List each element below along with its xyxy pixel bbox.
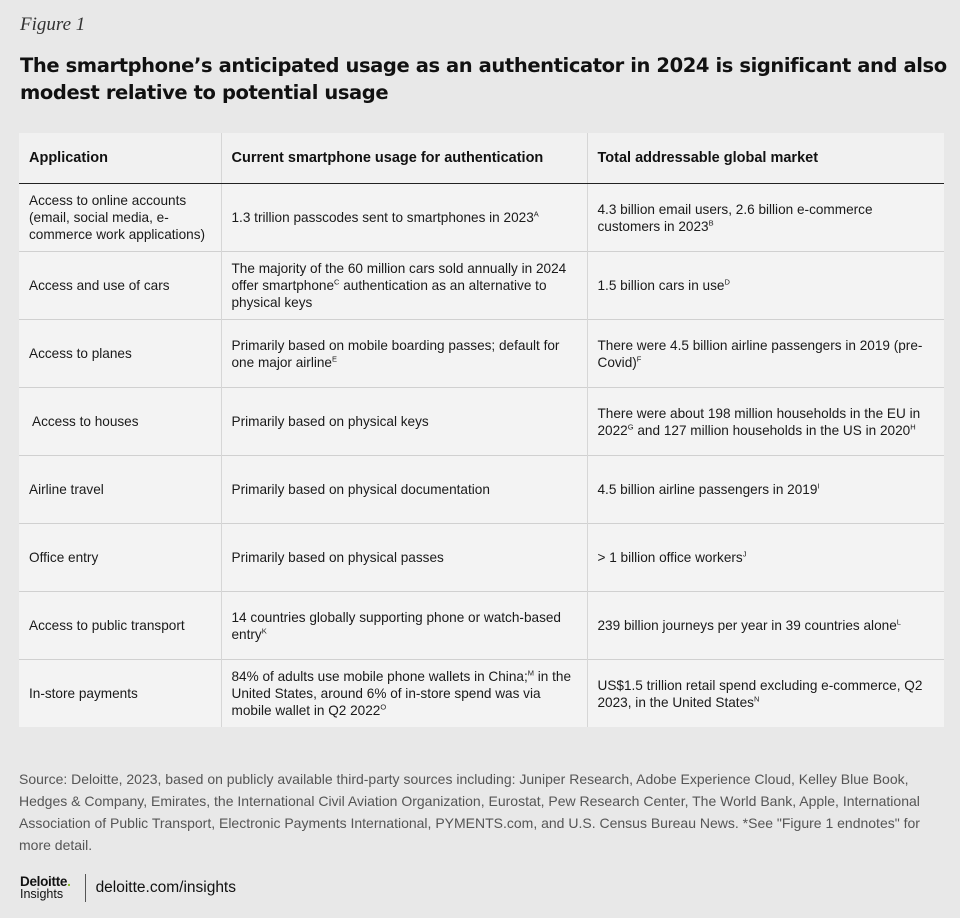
footnote-ref: J <box>742 549 747 559</box>
table-row <box>19 524 944 592</box>
cell-market: There were 4.5 billion airline passengers in 2019 (pre-Covid)$^F$ <box>587 320 944 388</box>
cell-market: 4.5 billion airline passengers in $2019^I$ <box>587 456 944 524</box>
cell-application: In-store payments <box>19 660 221 728</box>
figure-label: Figure 1 <box>20 14 86 35</box>
logo-wordmark: Deloitte <box>20 874 68 889</box>
footnote-ref: B <box>708 217 714 227</box>
footnote-ref: I <box>817 481 820 491</box>
footnote-ref: G <box>627 421 634 431</box>
footnote-ref: H <box>910 421 916 431</box>
logo-subtitle: Insights <box>20 887 64 901</box>
footnote-ref: O <box>380 702 387 712</box>
table-header-row <box>19 133 944 184</box>
table-row <box>19 456 944 524</box>
cell-application: Airline travel <box>19 456 221 524</box>
header-current-usage: Current smartphone usage for authentication <box>221 133 587 184</box>
source-note: Source: Deloitte, 2023, based on publicly available third-party sources including: Juniper Research, Adobe Experience Cloud, Kelley Blue Book, Hedges & Company, Emirates, the International Civil Aviation Organization, Eurostat, Pew Research Center, The World Bank, Apple, International Association of Public Transport, Electronic Payments International, PYMENTS.com, and U.S. Census Bureau News. *See "Figure 1 endnotes" for more detail. <box>19 771 920 853</box>
footnote-ref: M <box>527 668 534 678</box>
footnote-ref: L <box>896 617 901 627</box>
cell-usage: Primarily based on physical documentation <box>221 456 587 524</box>
cell-application: Access to houses <box>19 388 221 456</box>
footnote-ref: D <box>724 277 730 287</box>
cell-market: US$1.5 trillion retail spend excluding e-commerce, Q2 2023, in the United States$^N$ <box>587 660 944 728</box>
footer <box>20 873 236 903</box>
cell-application: Access to public transport <box>19 592 221 660</box>
cell-market: > 1 billion office workers$^J$ <box>587 524 944 592</box>
cell-market: 1.5 billion cars in use$^D$ <box>587 252 944 320</box>
cell-usage: 14 countries globally supporting phone or watch-based entry$^K$ <box>221 592 587 660</box>
cell-usage: Primarily based on physical passes <box>221 524 587 592</box>
cell-market: 4.3 billion email users, 2.6 billion e-commerce customers in $2023^B$ <box>587 184 944 252</box>
cell-usage: 84% of adults use mobile phone wallets in China;$^M$ in the United States, around 6% of in-store spend was via mobile wallet in Q2 $2022^O$ <box>221 660 587 728</box>
footer-divider <box>85 874 86 902</box>
footnote-ref: C <box>334 277 340 287</box>
footnote-ref: A <box>533 209 539 219</box>
footnote-ref: E <box>332 353 338 363</box>
figure-title: The smartphone’s anticipated usage as an authenticator in 2024 is significant and also modest relative to potential usage <box>20 54 947 104</box>
cell-usage: Primarily based on physical keys <box>221 388 587 456</box>
table-row <box>19 660 944 728</box>
table-row <box>19 592 944 660</box>
header-market: Total addressable global market <box>587 133 944 184</box>
table-row <box>19 320 944 388</box>
cell-usage: Primarily based on mobile boarding passes; default for one major airline$^E$ <box>221 320 587 388</box>
table-row <box>19 252 944 320</box>
cell-usage: The majority of the 60 million cars sold annually in 2024 offer smartphone$^C$ authentication as an alternative to physical keys <box>221 252 587 320</box>
cell-application: Access to planes <box>19 320 221 388</box>
cell-market: There were about 198 million households in the EU in $2022^G$ and 127 million households in the US in $2020^H$ <box>587 388 944 456</box>
authentication-table <box>19 133 944 727</box>
cell-application: Office entry <box>19 524 221 592</box>
footnote-ref: N <box>753 693 760 703</box>
deloitte-insights-logo <box>20 875 71 901</box>
cell-application: Access and use of cars <box>19 252 221 320</box>
cell-market: 239 billion journeys per year in 39 countries alone$^L$ <box>587 592 944 660</box>
table-row <box>19 388 944 456</box>
site-link[interactable]: deloitte.com/insights <box>95 879 236 896</box>
cell-usage: 1.3 trillion passcodes sent to smartphones in $2023^A$ <box>221 184 587 252</box>
cell-application: Access to online accounts (email, social media, e-commerce work applications) <box>19 184 221 252</box>
table-row <box>19 184 944 252</box>
header-application: Application <box>19 133 221 184</box>
logo-dot: . <box>67 874 71 889</box>
footnote-ref: F <box>636 353 642 363</box>
footnote-ref: K <box>261 625 267 635</box>
